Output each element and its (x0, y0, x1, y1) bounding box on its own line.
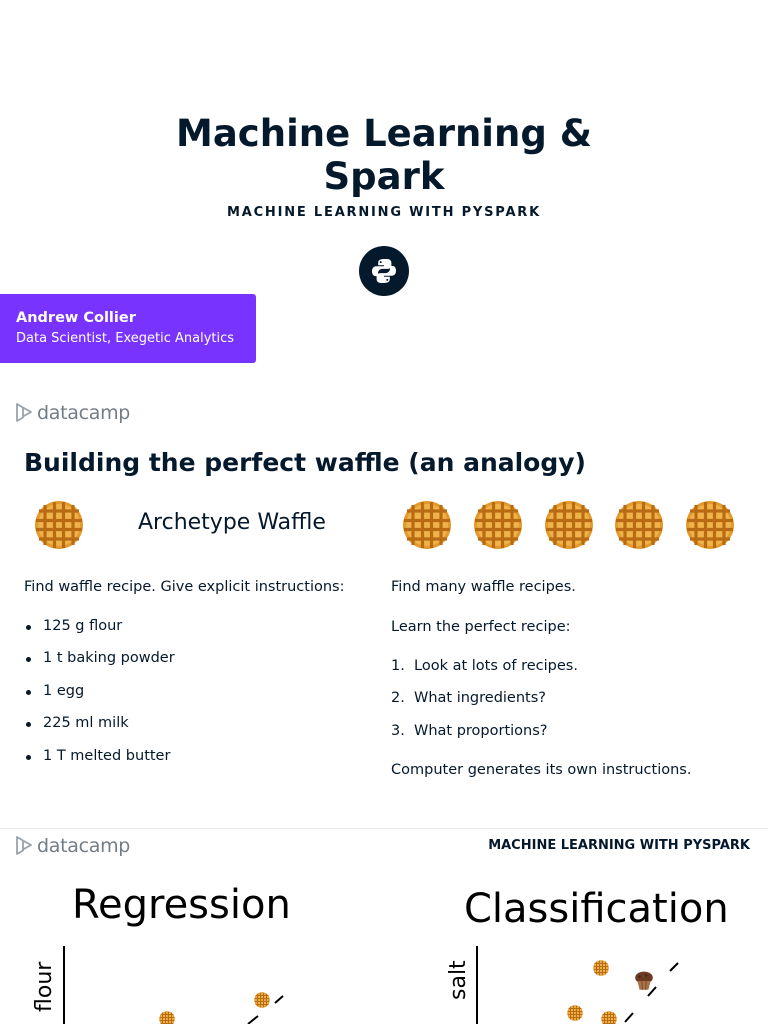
regression-line-segment (248, 1016, 258, 1024)
regression-y-label: flour (32, 961, 57, 1012)
classification-y-label: salt (446, 960, 471, 1000)
waffle-point (593, 960, 608, 975)
slide-heading: Building the perfect waffle (an analogy) (24, 448, 586, 477)
title-line-2: Spark (323, 155, 445, 198)
classification-title: Classification (464, 886, 729, 932)
left-intro: Find waffle recipe. Give explicit instructions: (24, 579, 345, 595)
title-line-1: Machine Learning & (176, 112, 592, 155)
muffin-icon (635, 972, 653, 990)
waffle-point (254, 992, 269, 1007)
learn-label: Learn the perfect recipe: (391, 619, 571, 635)
regression-line-segment (275, 996, 283, 1003)
list-item: 1 t baking powder (24, 650, 175, 682)
author-role: Data Scientist, Exegetic Analytics (16, 331, 235, 346)
datacamp-wordmark: datacamp (37, 835, 131, 857)
list-item: 1. Look at lots of recipes. (391, 658, 578, 674)
conclusion-text: Computer generates its own instructions. (391, 762, 692, 778)
list-item: 1 egg (24, 683, 175, 715)
list-item: 2. What ingredients? (391, 690, 546, 707)
boundary-line-segment (648, 987, 656, 996)
boundary-line-segment (670, 963, 678, 971)
author-name: Andrew Collier (16, 310, 136, 326)
course-subtitle: MACHINE LEARNING WITH PYSPARK (226, 205, 541, 220)
datacamp-wordmark: datacamp (37, 402, 131, 424)
list-item: 125 g flour (24, 618, 175, 650)
waffle-point (159, 1011, 174, 1024)
slide-header: MACHINE LEARNING WITH PYSPARK (488, 838, 750, 853)
regression-title: Regression (72, 882, 291, 928)
right-intro: Find many waffle recipes. (391, 579, 576, 595)
list-item: 3. What proportions? (391, 722, 548, 739)
waffle-point (567, 1005, 582, 1020)
boundary-line-segment (625, 1013, 633, 1022)
archetype-label: Archetype Waffle (138, 510, 326, 535)
waffle-point (601, 1011, 616, 1024)
list-item: 1 T melted butter (24, 748, 175, 780)
list-item: 225 ml milk (24, 715, 175, 747)
